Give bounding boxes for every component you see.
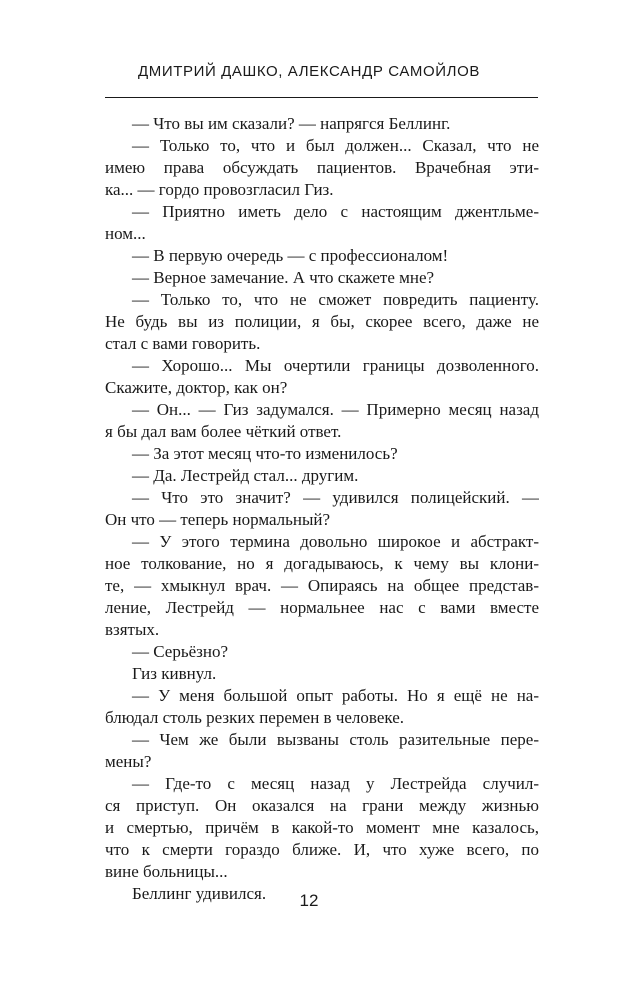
body-text xyxy=(105,113,539,905)
text-line: — Чем же были вызваны столь разительные пере- xyxy=(132,730,539,749)
page-number: 12 xyxy=(299,891,319,910)
text-line: — Верное замечание. А что скажете мне? xyxy=(132,268,435,287)
text-line: — У меня большой опыт работы. Но я ещё не на- xyxy=(132,686,539,705)
text-line: Скажите, доктор, как он? xyxy=(105,378,288,397)
text-line: блюдал столь резких перемен в человеке. xyxy=(105,708,405,727)
text-line: — Только то, что не сможет повредить пациенту. xyxy=(132,290,539,309)
text-line: имею права обсуждать пациентов. Врачебная эти- xyxy=(105,158,539,177)
text-line: ся приступ. Он оказался на грани между жизнью xyxy=(105,796,539,815)
text-line: ление, Лестрейд — нормальнее нас с вами вместе xyxy=(105,598,539,617)
text-line: — Да. Лестрейд стал... другим. xyxy=(132,466,359,485)
text-line: — Где-то с месяц назад у Лестрейда случил- xyxy=(132,774,539,793)
text-line: взятых. xyxy=(105,620,160,639)
text-line: — В первую очередь — с профессионалом! xyxy=(132,246,449,265)
text-line: вине больницы... xyxy=(105,862,228,881)
text-line: Беллинг удивился. xyxy=(132,884,267,903)
text-line: я бы дал вам более чёткий ответ. xyxy=(105,422,342,441)
text-line: — Что это значит? — удивился полицейский. — xyxy=(132,488,539,507)
text-line: и смертью, причём в какой-то момент мне казалось, xyxy=(105,818,539,837)
text-line: стал с вами говорить. xyxy=(105,334,261,353)
text-line: ка... — гордо провозгласил Гиз. xyxy=(105,180,334,199)
text-line: — Только то, что и был должен... Сказал, что не xyxy=(132,136,539,155)
text-line: ном... xyxy=(105,224,146,243)
text-line: Гиз кивнул. xyxy=(132,664,217,683)
text-line: Он что — теперь нормальный? xyxy=(105,510,331,529)
text-line: мены? xyxy=(105,752,152,771)
text-line: Не будь вы из полиции, я бы, скорее всего, даже не xyxy=(105,312,539,331)
header-divider xyxy=(105,97,538,98)
text-line: — Он... — Гиз задумался. — Примерно месяц назад xyxy=(132,400,539,419)
text-line: те, — хмыкнул врач. — Опираясь на общее представ- xyxy=(105,576,539,595)
text-line: — Хорошо... Мы очертили границы дозволенного. xyxy=(132,356,539,375)
running-title: ДМИТРИЙ ДАШКО, АЛЕКСАНДР САМОЙЛОВ xyxy=(137,63,480,80)
text-line: — У этого термина довольно широкое и абстракт- xyxy=(132,532,539,551)
text-line: ное толкование, но я догадываюсь, к чему вы клони- xyxy=(105,554,539,573)
text-line: — Серьёзно? xyxy=(132,642,228,661)
text-line: что к смерти гораздо ближе. И, что хуже всего, по xyxy=(105,840,539,859)
text-line: — За этот месяц что-то изменилось? xyxy=(132,444,398,463)
text-line: — Приятно иметь дело с настоящим джентльме- xyxy=(132,202,539,221)
text-line: — Что вы им сказали? — напрягся Беллинг. xyxy=(132,114,451,133)
